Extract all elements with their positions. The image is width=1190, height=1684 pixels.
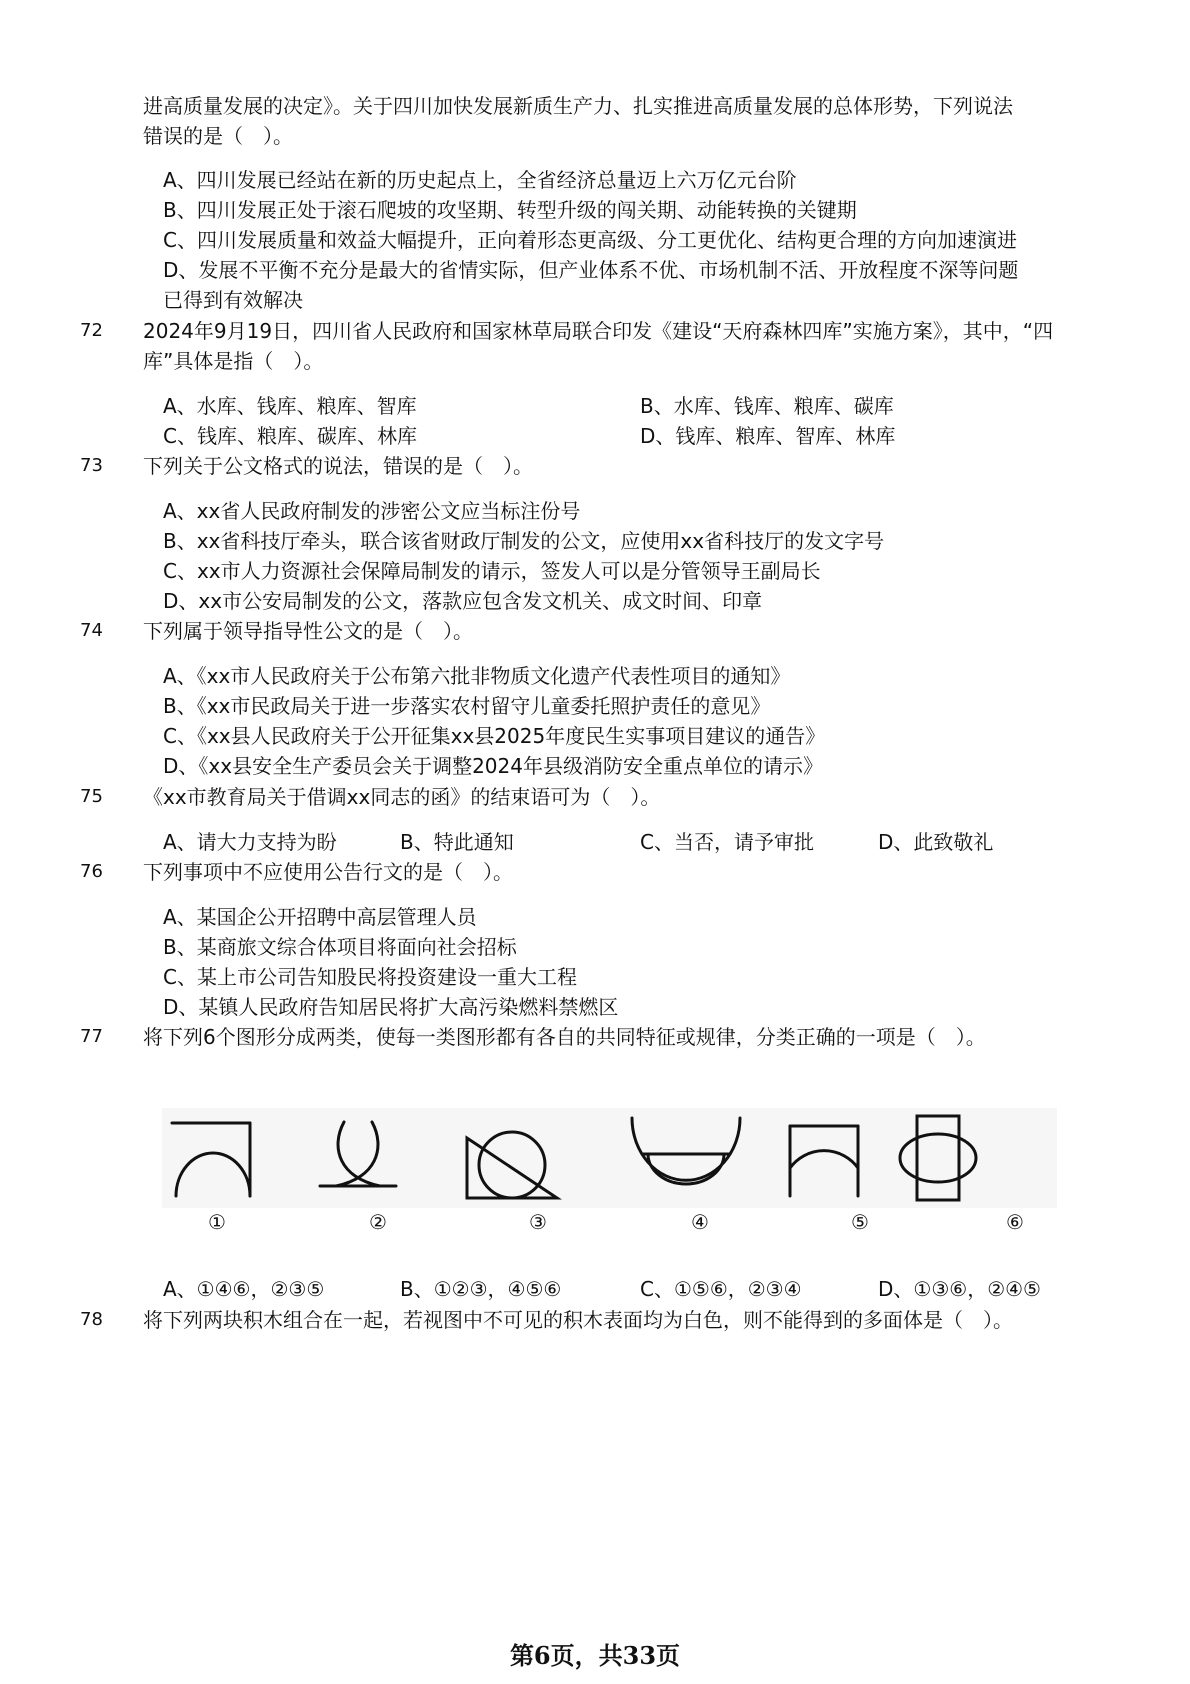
q71-option-d-cont: 已得到有效解决 <box>163 288 303 312</box>
q73-number: 73 <box>80 455 103 476</box>
q72-option-b[interactable]: B、水库、钱库、粮库、碳库 <box>640 394 894 418</box>
q77-number: 77 <box>80 1026 103 1047</box>
figure-label-6: ⑥ <box>1006 1210 1024 1234</box>
q74-stem: 下列属于领导指导性公文的是（ ）。 <box>143 619 473 643</box>
q78-number: 78 <box>80 1309 103 1330</box>
figure-3 <box>467 1132 557 1198</box>
q71-option-c[interactable]: C、四川发展质量和效益大幅提升，正向着形态更高级、分工更优化、结构更合理的方向加速演进 <box>163 228 1017 252</box>
q72-stem-line1: 2024年9月19日，四川省人民政府和国家林草局联合印发《建设“天府森林四库”实施方案》，其中，“四 <box>143 319 1054 343</box>
q74-option-d[interactable]: D、《xx县安全生产委员会关于调整2024年县级消防安全重点单位的请示》 <box>163 754 823 778</box>
q76-number: 76 <box>80 861 103 882</box>
q71-option-b[interactable]: B、四川发展正处于滚石爬坡的攻坚期、转型升级的闯关期、动能转换的关键期 <box>163 198 857 222</box>
q71-stem-line1: 进高质量发展的决定》。关于四川加快发展新质生产力、扎实推进高质量发展的总体形势，下列说法 <box>143 94 1013 118</box>
q76-option-a[interactable]: A、某国企公开招聘中高层管理人员 <box>163 905 477 929</box>
q77-option-a[interactable]: A、①④⑥，②③⑤ <box>163 1277 325 1301</box>
q73-option-d[interactable]: D、xx市公安局制发的公文，落款应包含发文机关、成文时间、印章 <box>163 589 763 613</box>
q77-stem: 将下列6个图形分成两类，使每一类图形都有各自的共同特征或规律，分类正确的一项是（ ）。 <box>143 1025 986 1049</box>
q78-stem: 将下列两块积木组合在一起，若视图中不可见的积木表面均为白色，则不能得到的多面体是（ ）。 <box>143 1308 1013 1332</box>
page-footer: 第6页，共33页 <box>509 1641 681 1670</box>
figure-6 <box>900 1116 976 1200</box>
q75-option-c[interactable]: C、当否，请予审批 <box>640 830 814 854</box>
q77-figure-strip <box>162 1108 1057 1208</box>
q74-option-c[interactable]: C、《xx县人民政府关于公开征集xx县2025年度民生实事项目建议的通告》 <box>163 724 826 748</box>
figure-4 <box>632 1118 740 1184</box>
figure-label-5: ⑤ <box>851 1210 869 1234</box>
q76-option-d[interactable]: D、某镇人民政府告知居民将扩大高污染燃料禁燃区 <box>163 995 619 1019</box>
q77-figures-svg <box>162 1108 1057 1208</box>
q71-option-a[interactable]: A、四川发展已经站在新的历史起点上，全省经济总量迈上六万亿元台阶 <box>163 168 797 192</box>
q75-stem: 《xx市教育局关于借调xx同志的函》的结束语可为（ ）。 <box>143 785 661 809</box>
q72-stem-line2: 库”具体是指（ ）。 <box>143 349 324 373</box>
q75-option-b[interactable]: B、特此通知 <box>400 830 514 854</box>
q74-option-a[interactable]: A、《xx市人民政府关于公布第六批非物质文化遗产代表性项目的通知》 <box>163 664 791 688</box>
q74-number: 74 <box>80 620 103 641</box>
q73-option-a[interactable]: A、xx省人民政府制发的涉密公文应当标注份号 <box>163 499 581 523</box>
q75-option-a[interactable]: A、请大力支持为盼 <box>163 830 337 854</box>
q73-option-b[interactable]: B、xx省科技厅牵头，联合该省财政厅制发的公文，应使用xx省科技厅的发文字号 <box>163 529 885 553</box>
figure-label-4: ④ <box>691 1210 709 1234</box>
q72-option-a[interactable]: A、水库、钱库、粮库、智库 <box>163 394 417 418</box>
q76-option-b[interactable]: B、某商旅文综合体项目将面向社会招标 <box>163 935 517 959</box>
q72-option-d[interactable]: D、钱库、粮库、智库、林库 <box>640 424 896 448</box>
figure-2 <box>320 1122 396 1186</box>
q71-stem-line2: 错误的是（ ）。 <box>143 124 293 148</box>
q74-option-b[interactable]: B、《xx市民政局关于进一步落实农村留守儿童委托照护责任的意见》 <box>163 694 771 718</box>
figure-label-3: ③ <box>529 1210 547 1234</box>
q76-stem: 下列事项中不应使用公告行文的是（ ）。 <box>143 860 513 884</box>
q72-number: 72 <box>80 320 103 341</box>
q77-option-b[interactable]: B、①②③，④⑤⑥ <box>400 1277 562 1301</box>
q71-option-d[interactable]: D、发展不平衡不充分是最大的省情实际，但产业体系不优、市场机制不活、开放程度不深等问题 <box>163 258 1019 282</box>
q73-option-c[interactable]: C、xx市人力资源社会保障局制发的请示，签发人可以是分管领导王副局长 <box>163 559 821 583</box>
q77-option-d[interactable]: D、①③⑥，②④⑤ <box>878 1277 1041 1301</box>
figure-1 <box>172 1123 250 1196</box>
q73-stem: 下列关于公文格式的说法，错误的是（ ）。 <box>143 454 533 478</box>
figure-5 <box>790 1126 858 1196</box>
figure-label-2: ② <box>369 1210 387 1234</box>
q77-option-c[interactable]: C、①⑤⑥，②③④ <box>640 1277 802 1301</box>
q75-option-d[interactable]: D、此致敬礼 <box>878 830 994 854</box>
q75-number: 75 <box>80 786 103 807</box>
q76-option-c[interactable]: C、某上市公司告知股民将投资建设一重大工程 <box>163 965 577 989</box>
figure-label-1: ① <box>208 1210 226 1234</box>
q72-option-c[interactable]: C、钱库、粮库、碳库、林库 <box>163 424 417 448</box>
